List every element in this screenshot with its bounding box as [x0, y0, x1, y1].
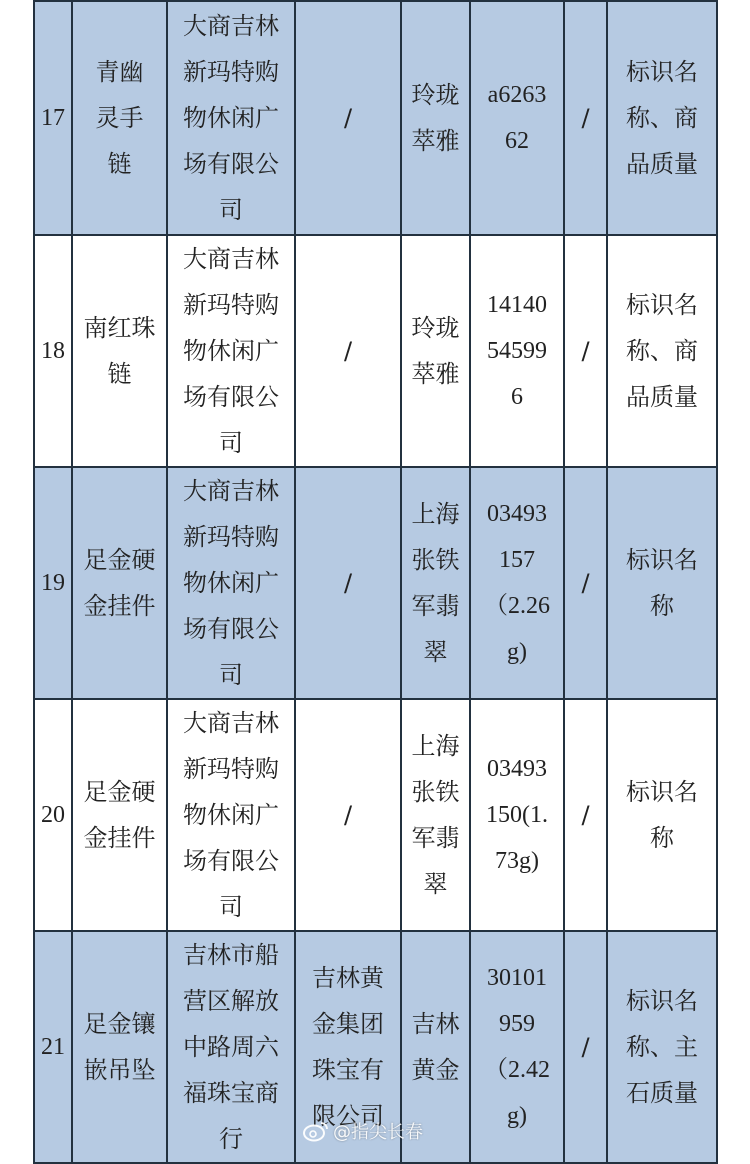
issue-cell: [607, 467, 717, 699]
producer-cell: [295, 699, 401, 931]
producer-name: /: [343, 801, 353, 829]
brand-name: 玲珑萃雅: [411, 81, 460, 155]
seller-cell: [167, 467, 295, 699]
brand-cell: [401, 1, 470, 235]
table-row: [34, 699, 717, 931]
spec-value: /: [581, 337, 590, 365]
spec-value: /: [581, 1033, 590, 1061]
brand-name: 吉林黄金: [411, 1010, 460, 1084]
code-cell: [470, 931, 564, 1163]
product-name: 足金硬金挂件: [83, 778, 156, 852]
product-code: a626362: [487, 82, 547, 154]
producer-cell: [295, 467, 401, 699]
issue-items: 标识名称、商品质量: [625, 58, 698, 178]
seller-cell: [167, 1, 295, 235]
product-name: 南红珠链: [83, 314, 156, 388]
brand-name: 上海张铁军翡翠: [411, 500, 460, 666]
brand-name: 玲珑萃雅: [411, 314, 460, 388]
producer-cell: [295, 235, 401, 467]
producer-cell: [295, 1, 401, 235]
table-row: [34, 235, 717, 467]
issue-items: 标识名称: [625, 778, 698, 852]
issue-cell: [607, 235, 717, 467]
product-code: 03493157（2.26g): [484, 501, 550, 665]
seller-cell: [167, 699, 295, 931]
spec-cell: [564, 235, 607, 467]
code-cell: [470, 1, 564, 235]
brand-cell: [401, 235, 470, 467]
brand-cell: [401, 467, 470, 699]
issue-items: 标识名称、主石质量: [625, 987, 698, 1107]
issue-items: 标识名称: [625, 546, 698, 620]
inspection-results-table: [33, 0, 718, 1164]
brand-name: 上海张铁军翡翠: [411, 732, 460, 898]
product-name-cell: [72, 235, 167, 467]
table-row: [34, 467, 717, 699]
code-cell: [470, 699, 564, 931]
producer-name: /: [343, 569, 353, 597]
row-index: 20: [34, 699, 72, 931]
seller-cell: [167, 931, 295, 1163]
issue-cell: [607, 931, 717, 1163]
table-row: [34, 1, 717, 235]
seller-name: 吉林市船营区解放中路周六福珠宝商行: [183, 941, 279, 1153]
product-name: 足金硬金挂件: [83, 546, 156, 620]
seller-name: 大商吉林新玛特购物休闲广场有限公司: [183, 12, 279, 224]
spec-cell: [564, 699, 607, 931]
seller-cell: [167, 235, 295, 467]
seller-name: 大商吉林新玛特购物休闲广场有限公司: [183, 245, 279, 457]
spec-value: /: [581, 569, 590, 597]
code-cell: [470, 467, 564, 699]
seller-name: 大商吉林新玛特购物休闲广场有限公司: [183, 709, 279, 921]
product-name-cell: [72, 699, 167, 931]
weibo-icon: [303, 1120, 329, 1142]
product-name-cell: [72, 931, 167, 1163]
spec-cell: [564, 931, 607, 1163]
product-name-cell: [72, 1, 167, 235]
watermark-text: @指尖长春: [333, 1122, 423, 1143]
product-name: 青幽灵手链: [95, 58, 144, 178]
producer-name: /: [343, 104, 353, 132]
row-index: 19: [34, 467, 72, 699]
spec-value: /: [581, 801, 590, 829]
producer-name: /: [343, 337, 353, 365]
spec-value: /: [581, 104, 590, 132]
product-code: 03493150(1.73g): [486, 756, 548, 874]
spec-cell: [564, 1, 607, 235]
issue-cell: [607, 699, 717, 931]
product-name: 足金镶嵌吊坠: [83, 1010, 156, 1084]
spec-cell: [564, 467, 607, 699]
product-code: 14140545996: [487, 292, 547, 410]
seller-name: 大商吉林新玛特购物休闲广场有限公司: [183, 477, 279, 689]
issue-items: 标识名称、商品质量: [625, 291, 698, 411]
product-code: 30101959（2.42g): [484, 965, 550, 1129]
code-cell: [470, 235, 564, 467]
product-name-cell: [72, 467, 167, 699]
row-index: 21: [34, 931, 72, 1163]
row-index: 17: [34, 1, 72, 235]
row-index: 18: [34, 235, 72, 467]
producer-name: 吉林黄金集团珠宝有限公司: [311, 964, 384, 1130]
issue-cell: [607, 1, 717, 235]
brand-cell: [401, 699, 470, 931]
watermark: [303, 1118, 423, 1144]
